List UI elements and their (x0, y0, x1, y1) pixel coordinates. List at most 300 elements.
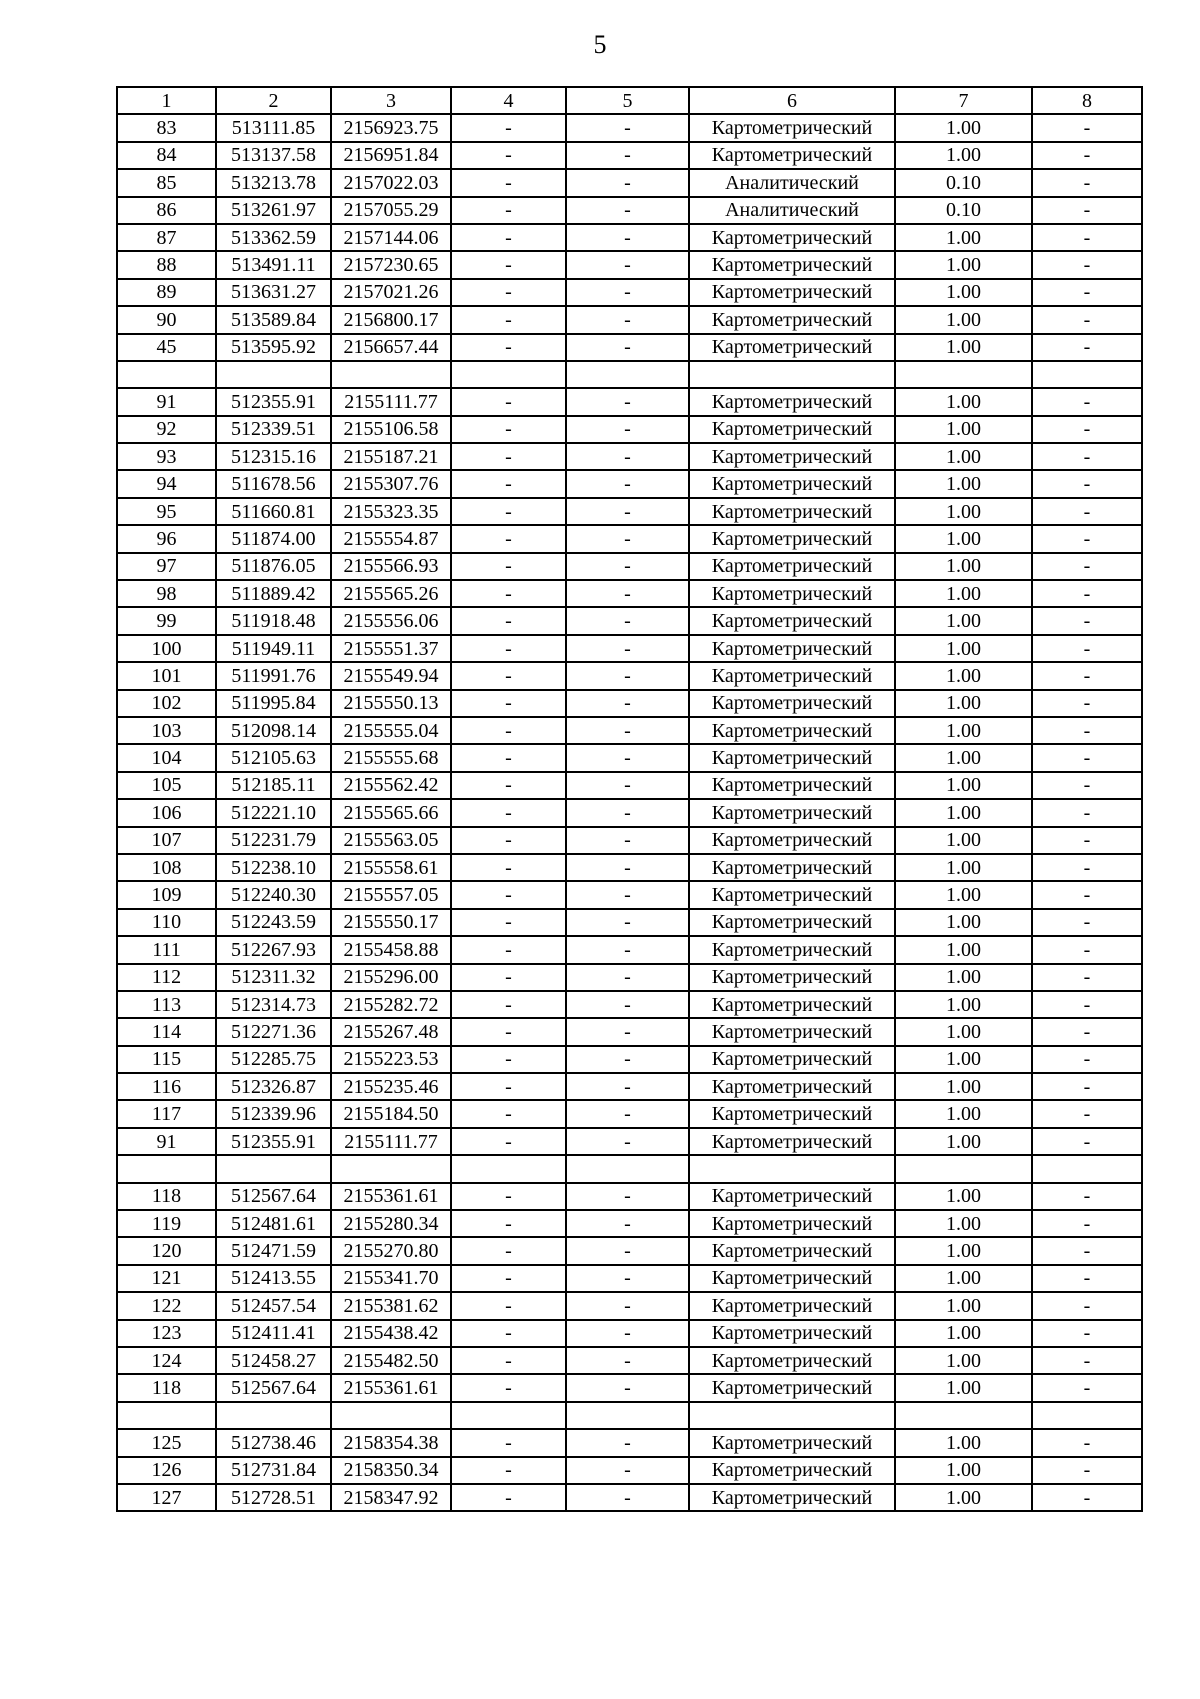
table-cell: 1.00 (895, 306, 1032, 333)
table-cell: 511949.11 (216, 635, 331, 662)
table-cell: 1.00 (895, 854, 1032, 881)
table-cell: 2155551.37 (331, 635, 451, 662)
table-cell: 512481.61 (216, 1210, 331, 1237)
table-cell: 106 (117, 799, 216, 826)
table-cell: - (566, 1018, 689, 1045)
table-cell: 2155307.76 (331, 470, 451, 497)
table-cell: - (451, 114, 566, 141)
table-cell: - (1032, 197, 1142, 224)
table-cell: 2155438.42 (331, 1320, 451, 1347)
table-cell: Картометрический (689, 1484, 895, 1511)
table-cell: 2155323.35 (331, 498, 451, 525)
table-cell: - (451, 690, 566, 717)
table-cell: 119 (117, 1210, 216, 1237)
table-cell: 2155562.42 (331, 772, 451, 799)
table-cell (689, 1402, 895, 1429)
table-cell: 2156800.17 (331, 306, 451, 333)
table-row (117, 936, 1142, 963)
table-cell: 512731.84 (216, 1457, 331, 1484)
table-cell: - (451, 1183, 566, 1210)
table-row (117, 169, 1142, 196)
table-cell: - (1032, 827, 1142, 854)
table-cell: 1.00 (895, 744, 1032, 771)
table-cell: 513261.97 (216, 197, 331, 224)
table-cell: 512567.64 (216, 1374, 331, 1401)
table-cell: - (1032, 799, 1142, 826)
table-cell: Картометрический (689, 854, 895, 881)
table-cell: - (566, 525, 689, 552)
table-cell: 512471.59 (216, 1237, 331, 1264)
table-cell (895, 361, 1032, 388)
table-row (117, 197, 1142, 224)
table-cell: - (1032, 690, 1142, 717)
table-cell: 126 (117, 1457, 216, 1484)
table-cell: Картометрический (689, 1457, 895, 1484)
table-cell: 512326.87 (216, 1073, 331, 1100)
table-cell: Картометрический (689, 909, 895, 936)
table-cell: 2158347.92 (331, 1484, 451, 1511)
table-cell: 121 (117, 1265, 216, 1292)
table-row (117, 1100, 1142, 1127)
table-cell (451, 1402, 566, 1429)
table-cell: 2156951.84 (331, 142, 451, 169)
table-cell: - (451, 251, 566, 278)
table-cell: 512267.93 (216, 936, 331, 963)
table-cell: 1.00 (895, 279, 1032, 306)
table-cell: - (1032, 470, 1142, 497)
table-cell: 2155555.04 (331, 717, 451, 744)
table-cell: - (451, 1237, 566, 1264)
table-cell: 512413.55 (216, 1265, 331, 1292)
table-cell (331, 361, 451, 388)
table-cell: 100 (117, 635, 216, 662)
table-cell: - (451, 334, 566, 361)
table-cell: - (451, 1347, 566, 1374)
table-cell: 102 (117, 690, 216, 717)
table-cell: 1.00 (895, 1265, 1032, 1292)
table-cell: 112 (117, 964, 216, 991)
page-number: 5 (593, 30, 607, 59)
table-cell: - (1032, 936, 1142, 963)
table-cell: 1.00 (895, 635, 1032, 662)
coordinates-table (116, 86, 1143, 1512)
table-cell: - (1032, 114, 1142, 141)
table-cell: - (566, 580, 689, 607)
table-cell: - (1032, 1347, 1142, 1374)
table-cell (895, 1402, 1032, 1429)
table-row (117, 443, 1142, 470)
table-cell: 2155280.34 (331, 1210, 451, 1237)
table-cell: - (451, 306, 566, 333)
table-cell: 1.00 (895, 1128, 1032, 1155)
table-row (117, 744, 1142, 771)
table-cell: 2157144.06 (331, 224, 451, 251)
table-cell: - (566, 279, 689, 306)
table-cell: 2155267.48 (331, 1018, 451, 1045)
table-row (117, 1183, 1142, 1210)
table-cell (689, 1155, 895, 1182)
table-row (117, 525, 1142, 552)
table-cell: 94 (117, 470, 216, 497)
table-cell (117, 1402, 216, 1429)
table-cell: 85 (117, 169, 216, 196)
table-cell: 2155270.80 (331, 1237, 451, 1264)
table-cell: - (566, 553, 689, 580)
table-cell: - (451, 470, 566, 497)
table-cell: - (566, 827, 689, 854)
table-cell: 1.00 (895, 470, 1032, 497)
table-cell: - (451, 580, 566, 607)
table-cell: - (566, 197, 689, 224)
table-cell: 2155557.05 (331, 881, 451, 908)
table-cell: 1.00 (895, 1237, 1032, 1264)
table-cell: 104 (117, 744, 216, 771)
column-header: 6 (689, 87, 895, 114)
table-cell: 513111.85 (216, 114, 331, 141)
table-cell: - (1032, 964, 1142, 991)
table-cell: - (566, 772, 689, 799)
table-row (117, 1155, 1142, 1182)
table-cell: 122 (117, 1292, 216, 1319)
table-cell: - (1032, 1128, 1142, 1155)
table-row (117, 690, 1142, 717)
table-cell: - (566, 470, 689, 497)
table-cell: 512243.59 (216, 909, 331, 936)
table-row (117, 854, 1142, 881)
table-cell: - (451, 799, 566, 826)
table-cell: - (566, 881, 689, 908)
column-header: 4 (451, 87, 566, 114)
table-cell: - (566, 1237, 689, 1264)
table-cell: - (1032, 169, 1142, 196)
table-cell: - (451, 1429, 566, 1456)
table-cell: Картометрический (689, 1347, 895, 1374)
table-cell: 1.00 (895, 1100, 1032, 1127)
table-cell: - (1032, 1210, 1142, 1237)
table-cell: 90 (117, 306, 216, 333)
table-cell: - (1032, 854, 1142, 881)
table-cell: 1.00 (895, 1046, 1032, 1073)
table-cell: 512314.73 (216, 991, 331, 1018)
table-cell: 2155555.68 (331, 744, 451, 771)
table-cell: Картометрический (689, 1018, 895, 1045)
table-cell: - (566, 635, 689, 662)
table-cell: Картометрический (689, 1374, 895, 1401)
table-cell: 512098.14 (216, 717, 331, 744)
table-cell: Картометрический (689, 744, 895, 771)
table-cell: - (566, 607, 689, 634)
table-cell: 45 (117, 334, 216, 361)
table-cell: - (1032, 881, 1142, 908)
table-cell (331, 1155, 451, 1182)
table-cell: - (1032, 991, 1142, 1018)
table-cell: - (566, 1320, 689, 1347)
table-cell: 2158350.34 (331, 1457, 451, 1484)
table-cell: - (566, 1265, 689, 1292)
table-cell: - (566, 306, 689, 333)
table-cell: - (1032, 553, 1142, 580)
table-cell: 2155282.72 (331, 991, 451, 1018)
table-row (117, 799, 1142, 826)
table-cell: 512339.51 (216, 416, 331, 443)
table-cell: 512567.64 (216, 1183, 331, 1210)
table-cell: Картометрический (689, 498, 895, 525)
table-cell: 2155554.87 (331, 525, 451, 552)
table-cell: - (451, 635, 566, 662)
table-row (117, 881, 1142, 908)
table-cell: - (1032, 772, 1142, 799)
table-cell: - (451, 1073, 566, 1100)
table-cell: - (451, 1210, 566, 1237)
table-row (117, 142, 1142, 169)
table-cell: 2155550.17 (331, 909, 451, 936)
table-cell: 89 (117, 279, 216, 306)
table-cell: - (1032, 416, 1142, 443)
table-cell: 116 (117, 1073, 216, 1100)
table-cell: 92 (117, 416, 216, 443)
table-cell: 101 (117, 662, 216, 689)
table-cell: - (566, 1210, 689, 1237)
table-row (117, 1237, 1142, 1264)
table-cell: 2155184.50 (331, 1100, 451, 1127)
table-cell: Аналитический (689, 169, 895, 196)
table-cell: Картометрический (689, 1046, 895, 1073)
column-header: 7 (895, 87, 1032, 114)
table-cell (689, 361, 895, 388)
table-cell: - (566, 142, 689, 169)
table-row (117, 964, 1142, 991)
table-cell: 2155106.58 (331, 416, 451, 443)
table-cell: Картометрический (689, 224, 895, 251)
table-cell: 1.00 (895, 909, 1032, 936)
table-cell: - (1032, 909, 1142, 936)
table-cell: 2155563.05 (331, 827, 451, 854)
table-row (117, 1457, 1142, 1484)
table-cell: 2155187.21 (331, 443, 451, 470)
table-cell (1032, 1402, 1142, 1429)
table-cell: - (566, 662, 689, 689)
table-cell: 512231.79 (216, 827, 331, 854)
table-cell: 1.00 (895, 717, 1032, 744)
table-cell: Картометрический (689, 251, 895, 278)
table-cell: - (451, 1292, 566, 1319)
table-cell (451, 1155, 566, 1182)
table-cell: 512458.27 (216, 1347, 331, 1374)
table-cell: 1.00 (895, 881, 1032, 908)
table-cell: - (451, 279, 566, 306)
table-cell: 1.00 (895, 1292, 1032, 1319)
table-cell: 117 (117, 1100, 216, 1127)
table-row (117, 717, 1142, 744)
table-cell: Картометрический (689, 772, 895, 799)
table-cell: - (451, 607, 566, 634)
table-cell (331, 1402, 451, 1429)
table-cell: - (566, 224, 689, 251)
table-cell: - (451, 662, 566, 689)
table-cell: 1.00 (895, 1484, 1032, 1511)
table-cell: - (1032, 443, 1142, 470)
table-cell: - (566, 1128, 689, 1155)
table-cell: - (1032, 1429, 1142, 1456)
table-cell: - (1032, 1265, 1142, 1292)
table-cell: 1.00 (895, 251, 1032, 278)
table-cell: - (566, 498, 689, 525)
table-row (117, 635, 1142, 662)
table-cell: - (1032, 1018, 1142, 1045)
table-cell: Картометрический (689, 1100, 895, 1127)
table-cell: 1.00 (895, 690, 1032, 717)
table-cell: 512185.11 (216, 772, 331, 799)
table-cell: 2155556.06 (331, 607, 451, 634)
table-cell (566, 1402, 689, 1429)
table-cell: - (451, 1128, 566, 1155)
table-cell: 91 (117, 1128, 216, 1155)
table-row (117, 224, 1142, 251)
table-cell: 2157230.65 (331, 251, 451, 278)
table-cell: 118 (117, 1374, 216, 1401)
table-cell: - (566, 1429, 689, 1456)
table-cell: 512271.36 (216, 1018, 331, 1045)
table-cell: Картометрический (689, 827, 895, 854)
table-cell: - (451, 416, 566, 443)
table-cell: - (1032, 142, 1142, 169)
table-cell: 1.00 (895, 1457, 1032, 1484)
table-cell: 2155235.46 (331, 1073, 451, 1100)
table-cell: - (566, 799, 689, 826)
table-cell: - (566, 1073, 689, 1100)
table-cell: Картометрический (689, 799, 895, 826)
table-cell: 109 (117, 881, 216, 908)
table-cell: Картометрический (689, 1237, 895, 1264)
table-cell: - (1032, 1484, 1142, 1511)
table-cell: - (451, 197, 566, 224)
table-cell: - (566, 1183, 689, 1210)
table-cell: 2155458.88 (331, 936, 451, 963)
table-row (117, 580, 1142, 607)
table-cell: 86 (117, 197, 216, 224)
table-cell: - (1032, 1183, 1142, 1210)
table-cell: 1.00 (895, 224, 1032, 251)
table-cell: - (1032, 224, 1142, 251)
table-cell: - (451, 498, 566, 525)
table-cell: 1.00 (895, 1018, 1032, 1045)
table-cell: - (451, 1265, 566, 1292)
table-cell: - (1032, 635, 1142, 662)
table-cell: - (451, 717, 566, 744)
table-cell: 513213.78 (216, 169, 331, 196)
table-cell (895, 1155, 1032, 1182)
table-cell: Картометрический (689, 306, 895, 333)
column-header: 2 (216, 87, 331, 114)
table-cell: 2155341.70 (331, 1265, 451, 1292)
table-cell: 1.00 (895, 827, 1032, 854)
table-cell: - (566, 964, 689, 991)
table-cell: 93 (117, 443, 216, 470)
table-cell: - (566, 1347, 689, 1374)
table-cell: - (1032, 388, 1142, 415)
table-cell: 2155296.00 (331, 964, 451, 991)
table-cell: Картометрический (689, 635, 895, 662)
table-row (117, 662, 1142, 689)
table-cell: 97 (117, 553, 216, 580)
table-row (117, 361, 1142, 388)
table-cell: Картометрический (689, 1265, 895, 1292)
table-cell: 124 (117, 1347, 216, 1374)
table-cell: 125 (117, 1429, 216, 1456)
table-cell: 512105.63 (216, 744, 331, 771)
table-cell: 2156923.75 (331, 114, 451, 141)
table-cell: 1.00 (895, 772, 1032, 799)
table-cell: 91 (117, 388, 216, 415)
table-cell: 2155565.66 (331, 799, 451, 826)
table-body (117, 114, 1142, 1511)
table-cell: - (566, 251, 689, 278)
table-row (117, 1265, 1142, 1292)
table-cell: Картометрический (689, 662, 895, 689)
table-row (117, 498, 1142, 525)
table-cell: 1.00 (895, 142, 1032, 169)
table-cell: 1.00 (895, 1347, 1032, 1374)
table-row (117, 1018, 1142, 1045)
table-cell: 512457.54 (216, 1292, 331, 1319)
table-cell: 512355.91 (216, 1128, 331, 1155)
table-row (117, 1210, 1142, 1237)
table-cell (216, 1155, 331, 1182)
table-cell: - (566, 1292, 689, 1319)
table-cell: 511995.84 (216, 690, 331, 717)
table-cell: - (451, 772, 566, 799)
table-cell: - (451, 991, 566, 1018)
table-cell: - (566, 854, 689, 881)
table-cell: 95 (117, 498, 216, 525)
table-cell: - (1032, 306, 1142, 333)
table-cell: - (566, 416, 689, 443)
table-cell: 108 (117, 854, 216, 881)
table-cell: 1.00 (895, 799, 1032, 826)
table-cell: 512315.16 (216, 443, 331, 470)
table-cell: 105 (117, 772, 216, 799)
table-cell: - (451, 909, 566, 936)
table-cell: 512728.51 (216, 1484, 331, 1511)
table-row (117, 470, 1142, 497)
table-cell: - (1032, 662, 1142, 689)
table-cell: - (451, 142, 566, 169)
table-row (117, 1292, 1142, 1319)
table-cell: Картометрический (689, 443, 895, 470)
table-cell: 2155558.61 (331, 854, 451, 881)
table-cell: 2155361.61 (331, 1183, 451, 1210)
table-cell: - (1032, 498, 1142, 525)
table-cell (117, 361, 216, 388)
table-cell: - (1032, 744, 1142, 771)
table-cell: - (566, 744, 689, 771)
table-cell: 1.00 (895, 1183, 1032, 1210)
table-cell: Картометрический (689, 388, 895, 415)
table-cell: 107 (117, 827, 216, 854)
table-cell: Картометрический (689, 1292, 895, 1319)
table-cell: 512240.30 (216, 881, 331, 908)
table-row (117, 279, 1142, 306)
table-cell: 2157022.03 (331, 169, 451, 196)
table-cell: - (451, 936, 566, 963)
table-cell: - (451, 169, 566, 196)
table-cell: - (566, 936, 689, 963)
table-cell: 88 (117, 251, 216, 278)
table-cell: 511876.05 (216, 553, 331, 580)
table-cell (451, 361, 566, 388)
table-cell: 513362.59 (216, 224, 331, 251)
table-cell: 1.00 (895, 553, 1032, 580)
